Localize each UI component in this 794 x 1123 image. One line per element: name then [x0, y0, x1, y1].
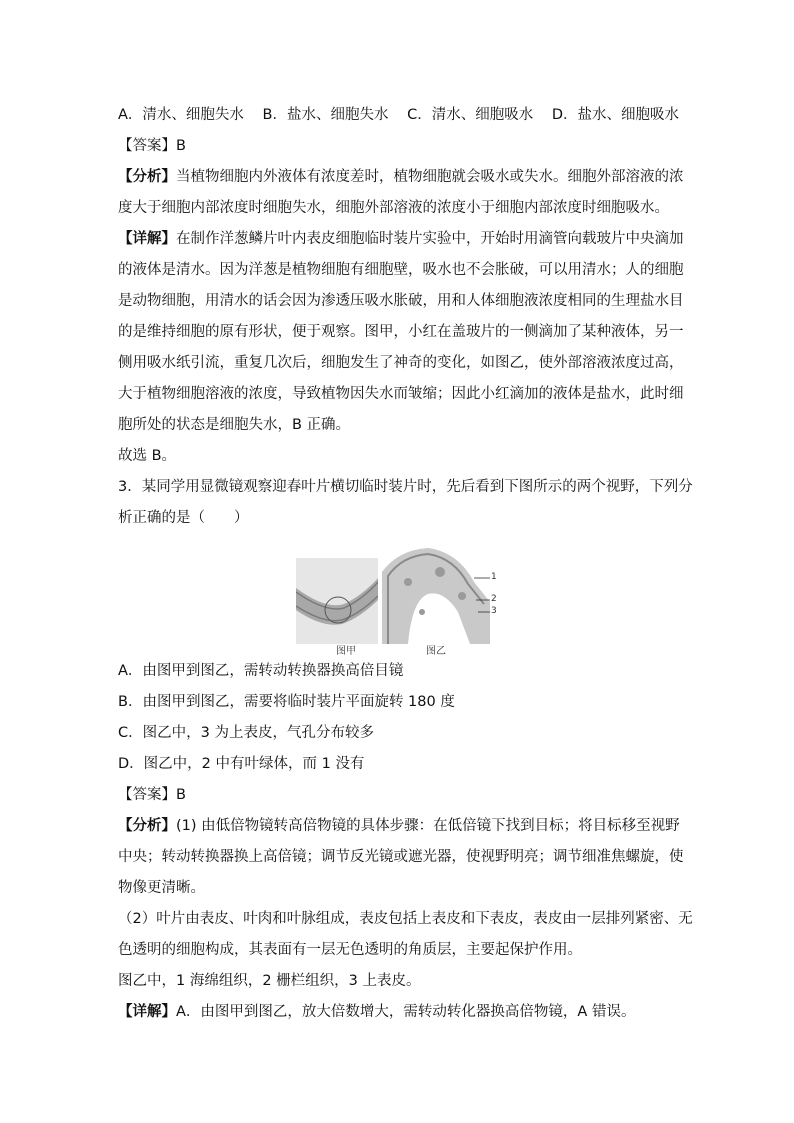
q2-detail	[118, 224, 684, 441]
q2-option-a: A．清水、细胞失水	[118, 107, 244, 123]
analysis-text: (1) 由低倍物镜转高倍物镜的具体步骤：在低倍镜下找到目标；将目标移至视野	[176, 818, 680, 834]
q2-answer: 【答案】B	[118, 138, 186, 154]
document-page	[118, 100, 693, 1028]
q2-detail-line: 是动物细胞，用清水的话会因为渗透压吸水胀破，用和人体细胞液浓度相同的生理盐水目	[118, 293, 684, 309]
q3-option-a: A．由图甲到图乙，需转动转换器换高倍目镜	[118, 663, 404, 679]
detail-tag: 【详解】	[118, 1004, 176, 1020]
q3-analysis-line	[118, 811, 678, 842]
analysis-text: 当植物细胞内外液体有浓度差时，植物细胞就会吸水或失水。细胞外部溶液的浓	[176, 169, 684, 185]
figure-label-1: 1	[491, 572, 497, 582]
q2-detail-line	[118, 224, 684, 255]
q2-detail-line: 侧用吸水纸引流，重复几次后，细胞发生了神奇的变化，如图乙，使外部溶液浓度过高，	[118, 355, 684, 371]
q3-stem-line: 3．某同学用显微镜观察迎春叶片横切临时装片时，先后看到下图所示的两个视野，下列分	[118, 479, 693, 495]
figure-label-2: 2	[491, 594, 497, 604]
q3-option-c: C．图乙中，3 为上表皮，气孔分布较多	[118, 725, 374, 741]
q3-figure	[118, 538, 678, 656]
q2-detail-line: 的液体是清水。因为洋葱是植物细胞有细胞壁，吸水也不会胀破，可以用清水；人的细胞	[118, 262, 684, 278]
q3-options	[118, 656, 678, 780]
q3-detail-line	[118, 997, 678, 1028]
q3-option-b: B．由图甲到图乙，需要将临时装片平面旋转 180 度	[118, 694, 455, 710]
leaf-high-magnification-image	[378, 542, 490, 644]
q3-detail	[118, 997, 678, 1028]
q3-analysis-line: 中央；转动转换器换上高倍镜；调节反光镜或遮光器，使视野明亮；调节细准焦螺旋，使	[118, 849, 684, 865]
q3-stem	[118, 472, 693, 534]
q2-conclusion: 故选 B。	[118, 448, 177, 464]
q2-detail-line: 的是维持细胞的原有形状，便于观察。图甲，小红在盖玻片的一侧滴加了某种液体，另一	[118, 324, 684, 340]
detail-tag: 【详解】	[118, 231, 176, 247]
q3-analysis-line: （2）叶片由表皮、叶肉和叶脉组成，表皮包括上表皮和下表皮，表皮由一层排列紧密、无	[118, 911, 693, 927]
figure-caption-a: 图甲	[336, 646, 356, 657]
q2-analysis-line	[118, 193, 678, 224]
leaf-low-magnification-image	[296, 558, 380, 644]
figure-label-3: 3	[491, 606, 497, 616]
q3-analysis	[118, 811, 693, 997]
q2-detail-line: 胞所处的状态是细胞失水，B 正确。	[118, 417, 351, 433]
q2-option-b: B．盐水、细胞失水	[262, 107, 389, 123]
detail-text: 在制作洋葱鳞片叶内表皮细胞临时装片实验中，开始时用滴管向载玻片中央滴加	[176, 231, 684, 247]
q2-detail-line: 大于植物细胞溶液的浓度，导致植物因失水而皱缩；因此小红滴加的液体是盐水，此时细	[118, 386, 684, 402]
q2-option-c: C．清水、细胞吸水	[407, 107, 534, 123]
q3-analysis-line: 色透明的细胞构成，其表面有一层无色透明的角质层，主要起保护作用。	[118, 942, 582, 958]
analysis-text: 度大于细胞内部浓度时细胞失水，细胞外部溶液的浓度小于细胞内部浓度时细胞吸水。	[118, 200, 669, 216]
q3-analysis-line: 图乙中，1 海绵组织，2 栅栏组织，3 上表皮。	[118, 973, 421, 989]
q3-option-d: D．图乙中，2 中有叶绿体，而 1 没有	[118, 756, 365, 772]
figure-caption-b: 图乙	[426, 646, 446, 657]
q2-analysis	[118, 162, 684, 224]
q2-options	[118, 100, 678, 131]
detail-text: A．由图甲到图乙，放大倍数增大，需转动转化器换高倍物镜，A 错误。	[176, 1004, 636, 1020]
q3-stem-line: 析正确的是（ ）	[118, 510, 249, 526]
analysis-tag: 【分析】	[118, 818, 176, 834]
q2-option-d: D．盐水、细胞吸水	[551, 107, 679, 123]
analysis-tag: 【分析】	[118, 169, 176, 185]
q3-analysis-line: 物像更清晰。	[118, 880, 205, 896]
q2-analysis-line	[118, 162, 684, 193]
q3-answer: 【答案】B	[118, 787, 186, 803]
